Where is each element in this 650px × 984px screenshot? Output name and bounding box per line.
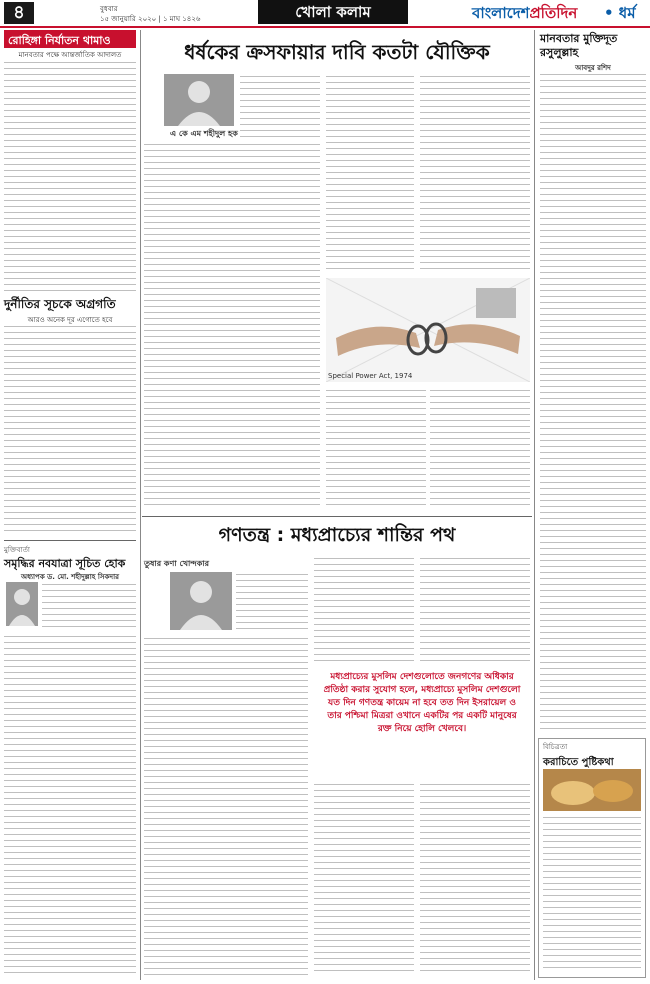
main-quote-text: Special Power Act, 1974 <box>328 372 413 380</box>
bottom-body-col3 <box>420 556 530 666</box>
right-box-photo <box>543 769 641 811</box>
bottom-body-col2 <box>314 556 414 666</box>
header-date: ১৫ জানুয়ারি ২০২০ | ১ মাঘ ১৪২৬ <box>100 15 201 23</box>
main-body-col1 <box>144 142 320 510</box>
article1-title-bar <box>4 30 136 48</box>
main-body-col2 <box>326 74 414 274</box>
header-rule <box>0 26 650 28</box>
main-author: এ কে এম শহীদুল হক <box>170 129 238 138</box>
bottom-headline-box <box>144 520 530 550</box>
header-day: বুধবার <box>100 5 118 13</box>
article3-author-photo <box>6 582 38 626</box>
article3-body <box>4 634 136 974</box>
right-box-body <box>543 815 641 973</box>
article3-kicker: মুক্তিবার্তা <box>4 546 30 554</box>
person-silhouette-icon <box>164 74 234 126</box>
section-label: খোলা কলাম <box>258 0 408 24</box>
article1-subtitle: মানবতার পক্ষে আন্তর্জাতিক আদালত <box>18 51 122 59</box>
right-title: মানবতার মুক্তিদূত রসুলুল্লাহ <box>540 32 618 59</box>
article2-body <box>4 324 136 536</box>
bottom-pullquote-box <box>314 668 530 776</box>
person-silhouette-icon <box>170 572 232 630</box>
category-label: • ধর্ম <box>604 4 636 22</box>
left-divider <box>4 540 136 541</box>
page-number: ৪ <box>4 2 34 24</box>
article3-author: অধ্যাপক ড. মো. শহীদুল্লাহ সিকদার <box>21 573 119 581</box>
person-silhouette-icon <box>6 582 38 626</box>
article3-body-top <box>42 582 136 630</box>
main-illustration <box>326 278 530 382</box>
main-body-col3b <box>430 388 530 510</box>
page-header <box>0 0 650 26</box>
masthead-logo <box>472 2 577 27</box>
article2-title: দুর্নীতির সূচকে অগ্রগতি <box>4 297 116 311</box>
bottom-body-col3b <box>420 782 530 976</box>
bottom-body-intro <box>236 572 308 632</box>
handcuffs-icon <box>326 278 530 382</box>
logo-part-a: বাংলাদেশ <box>472 4 530 22</box>
food-icon <box>543 769 641 811</box>
right-box-title: করাচিতে পুষ্টিকথা <box>543 757 614 768</box>
bottom-body-col2b <box>314 782 414 976</box>
article2-subtitle: আরও অনেক দূর এগোতে হবে <box>27 316 113 324</box>
logo-part-b: প্রতিদিন <box>529 4 578 22</box>
article1-title: রোহিঙ্গা নির্যাতন থামাও <box>8 34 111 47</box>
bottom-body-col1 <box>144 636 308 976</box>
right-author: আবদুর রশিদ <box>575 64 611 72</box>
right-box-kicker: বিচিত্রতা <box>543 743 568 751</box>
main-headline: ধর্ষকের ক্রসফায়ার দাবি কতটা যৌক্তিক <box>184 40 490 64</box>
right-feature-box <box>538 738 646 978</box>
bottom-pullquote: মধ্যপ্রাচ্যের মুসলিম দেশগুলোতে জনগণের অধিকার প্রতিষ্ঠা করার সুযোগ হলে, মধ্যপ্রাচ্যে মুসলিম দেশগুলো যত দিন গণতন্ত্র কায়েম না হবে তত দিন ইসরায়েল ও তার পশ্চিমা মিত্ররা ওখানে একটির পর একটি মানুষের রক্ত নিয়ে হোলি খেলবে। <box>323 672 521 734</box>
bottom-author: তুষার কণা খোন্দকার <box>144 559 210 568</box>
article3-title: সমৃদ্ধির নবযাত্রা সূচিত হোক <box>4 557 126 570</box>
right-body <box>540 72 646 732</box>
column-separator <box>534 30 535 980</box>
article1-body <box>4 60 136 292</box>
bottom-author-photo <box>170 572 232 630</box>
main-divider <box>142 516 532 517</box>
main-body-col2b <box>326 388 426 510</box>
main-body-col3 <box>420 74 530 274</box>
column-separator <box>140 30 141 980</box>
main-body-intro <box>240 74 320 140</box>
bottom-headline: গণতন্ত্র : মধ্যপ্রাচ্যের শান্তির পথ <box>218 524 456 546</box>
main-author-photo <box>164 74 234 126</box>
